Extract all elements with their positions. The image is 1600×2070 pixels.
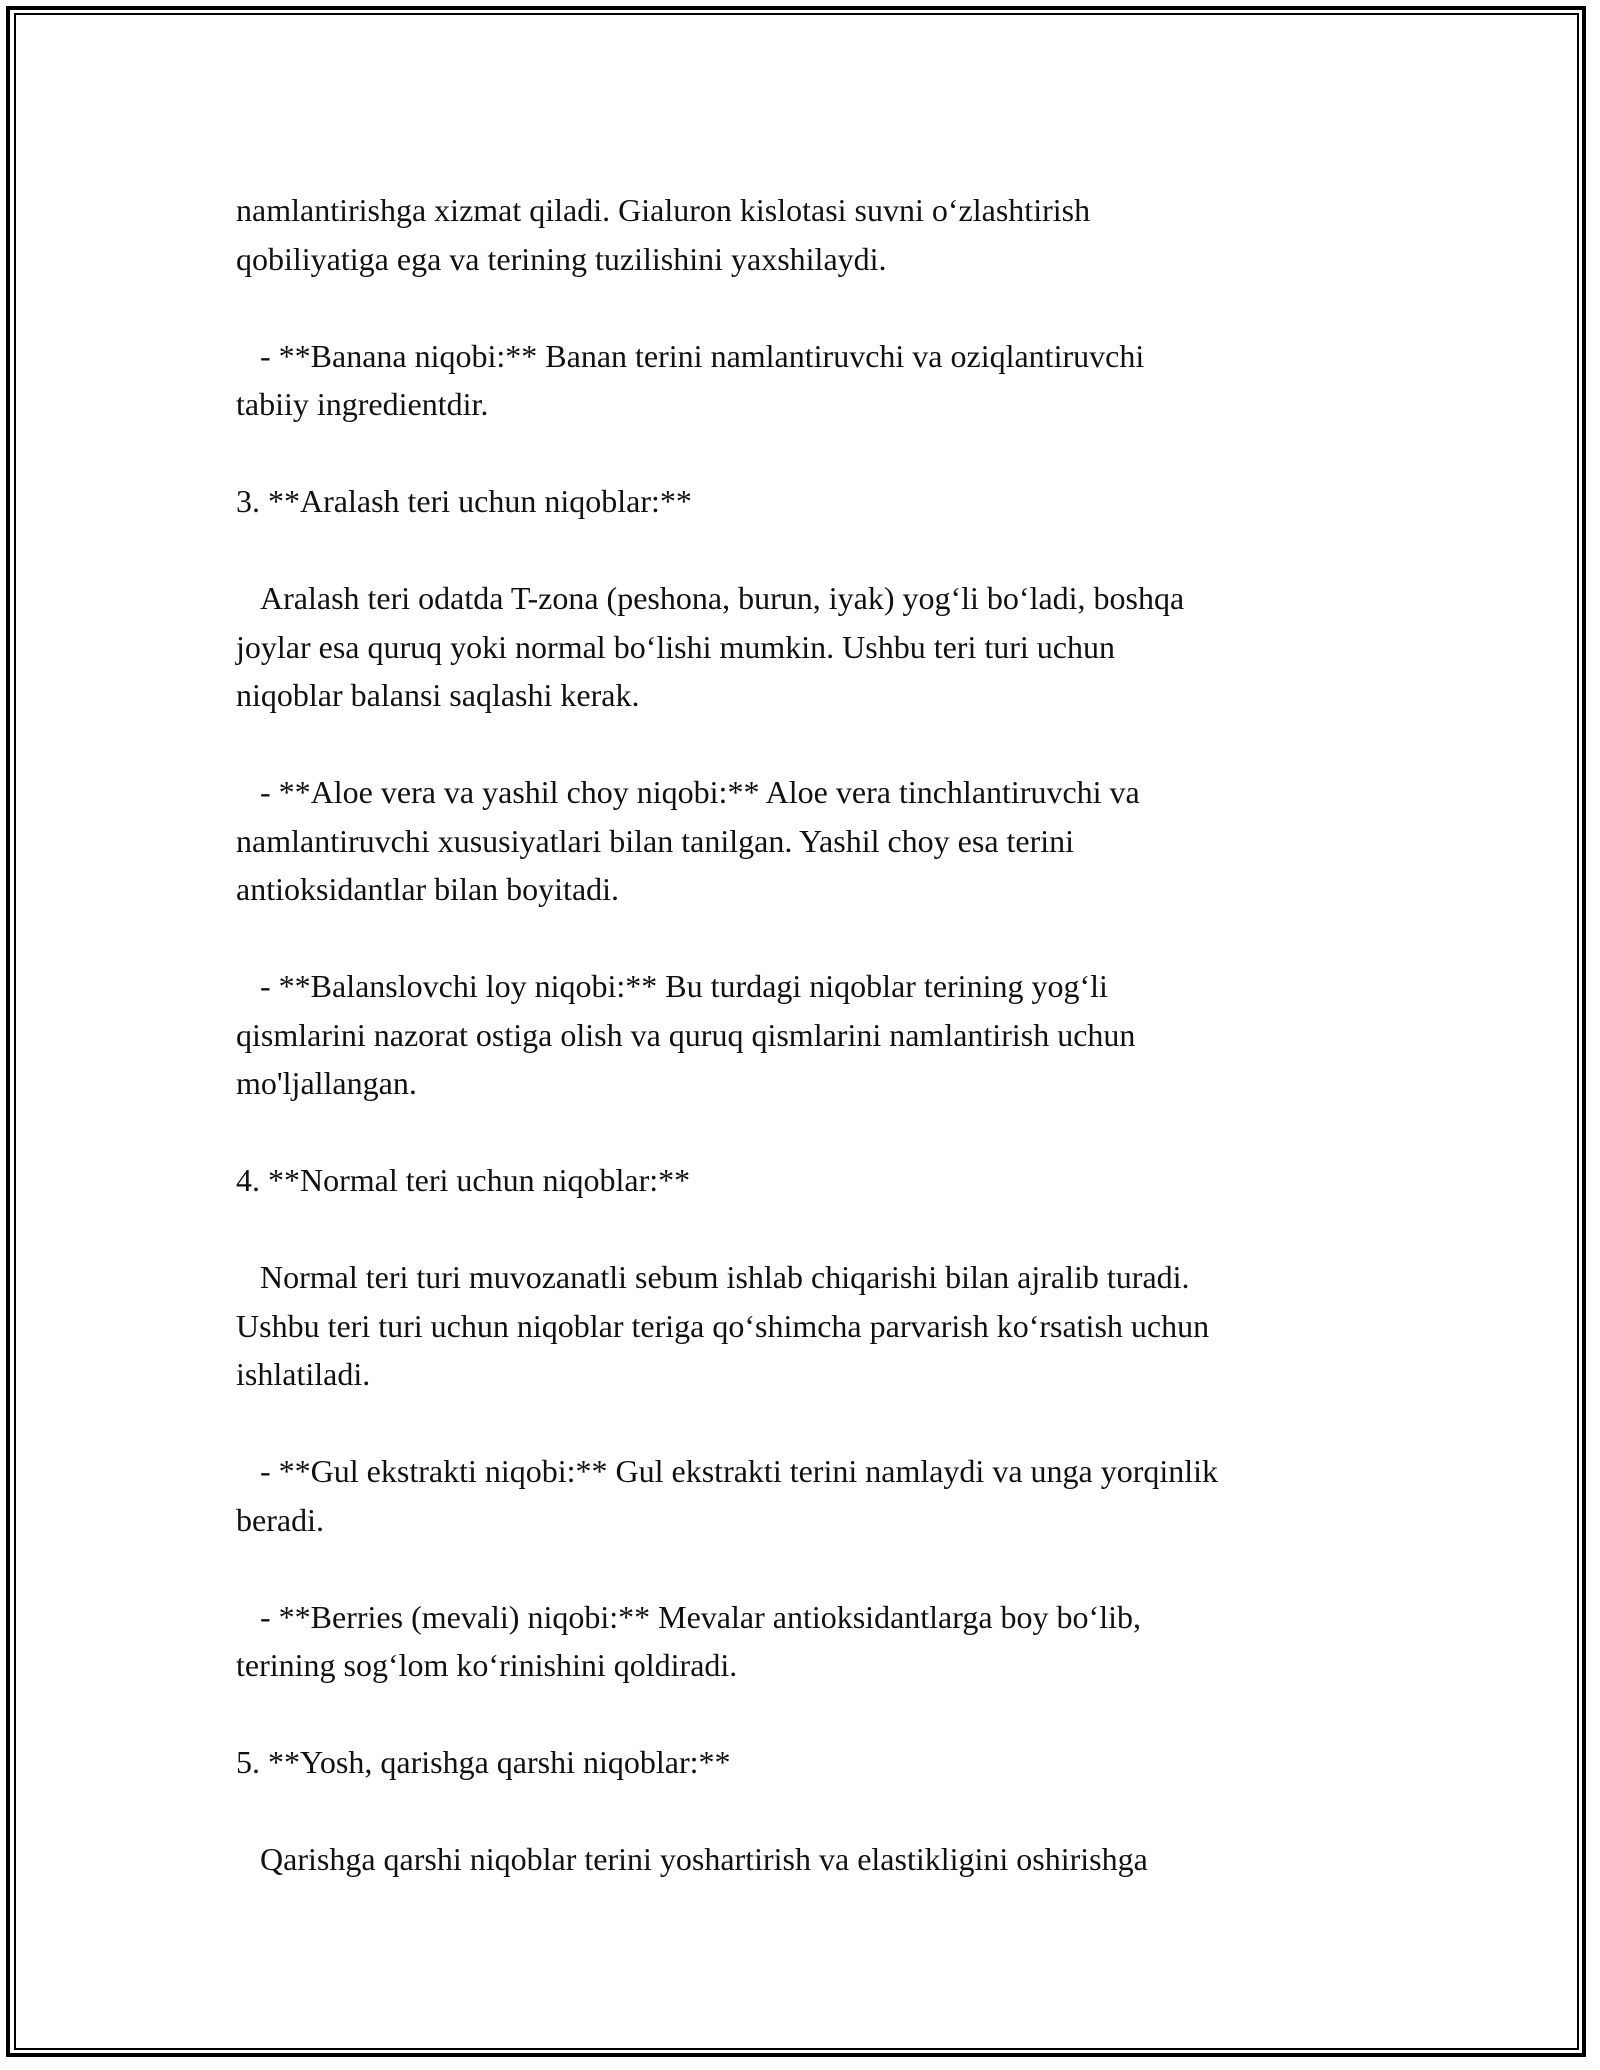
list-item-banana-mask: - **Banana niqobi:** Banan terini namlantiruvchi va oziqlantiruvchi tabiiy ingredientdir.: [236, 337, 1145, 422]
list-item-aloe-green-tea-mask: - **Aloe vera va yashil choy niqobi:** Aloe vera tinchlantiruvchi va namlantiruvchi xususiyatlari bilan tanilgan. Yashil choy esa terini antioksidantlar bilan boyitadi.: [236, 774, 1140, 907]
document-body: [236, 186, 1386, 1884]
section-heading-anti-aging: 5. **Yosh, qarishga qarshi niqoblar:**: [236, 1744, 731, 1780]
list-item-flower-extract-mask: - **Gul ekstrakti niqobi:** Gul ekstrakti terini namlaydi va unga yorqinlik beradi.: [236, 1453, 1219, 1538]
paragraph-normal-skin: Normal teri turi muvozanatli sebum ishlab chiqarishi bilan ajralib turadi. Ushbu teri turi uchun niqoblar teriga qo‘shimcha parvarish ko‘rsatish uchun ishlatiladi.: [236, 1259, 1210, 1392]
list-item-balancing-clay-mask: - **Balanslovchi loy niqobi:** Bu turdagi niqoblar terining yog‘li qismlarini nazorat ostiga olish va quruq qismlarini namlantirish uchun mo'ljallangan.: [236, 968, 1136, 1101]
list-item-berries-mask: - **Berries (mevali) niqobi:** Mevalar antioksidantlarga boy bo‘lib, terining sog‘lom ko‘rinishini qoldiradi.: [236, 1598, 1141, 1683]
section-heading-combination-skin: 3. **Aralash teri uchun niqoblar:**: [236, 483, 692, 519]
paragraph-gialuron-continuation: namlantirishga xizmat qiladi. Gialuron kislotasi suvni o‘zlashtirish qobiliyatiga ega va terining tuzilishini yaxshilaydi.: [236, 192, 1091, 277]
section-heading-normal-skin: 4. **Normal teri uchun niqoblar:**: [236, 1162, 691, 1198]
paragraph-combination-skin: Aralash teri odatda T-zona (peshona, burun, iyak) yog‘li bo‘ladi, boshqa joylar esa quruq yoki normal bo‘lishi mumkin. Ushbu teri turi uchun niqoblar balansi saqlashi kerak.: [236, 580, 1185, 713]
paragraph-anti-aging: Qarishga qarshi niqoblar terini yoshartirish va elastikligini oshirishga: [236, 1841, 1148, 1877]
